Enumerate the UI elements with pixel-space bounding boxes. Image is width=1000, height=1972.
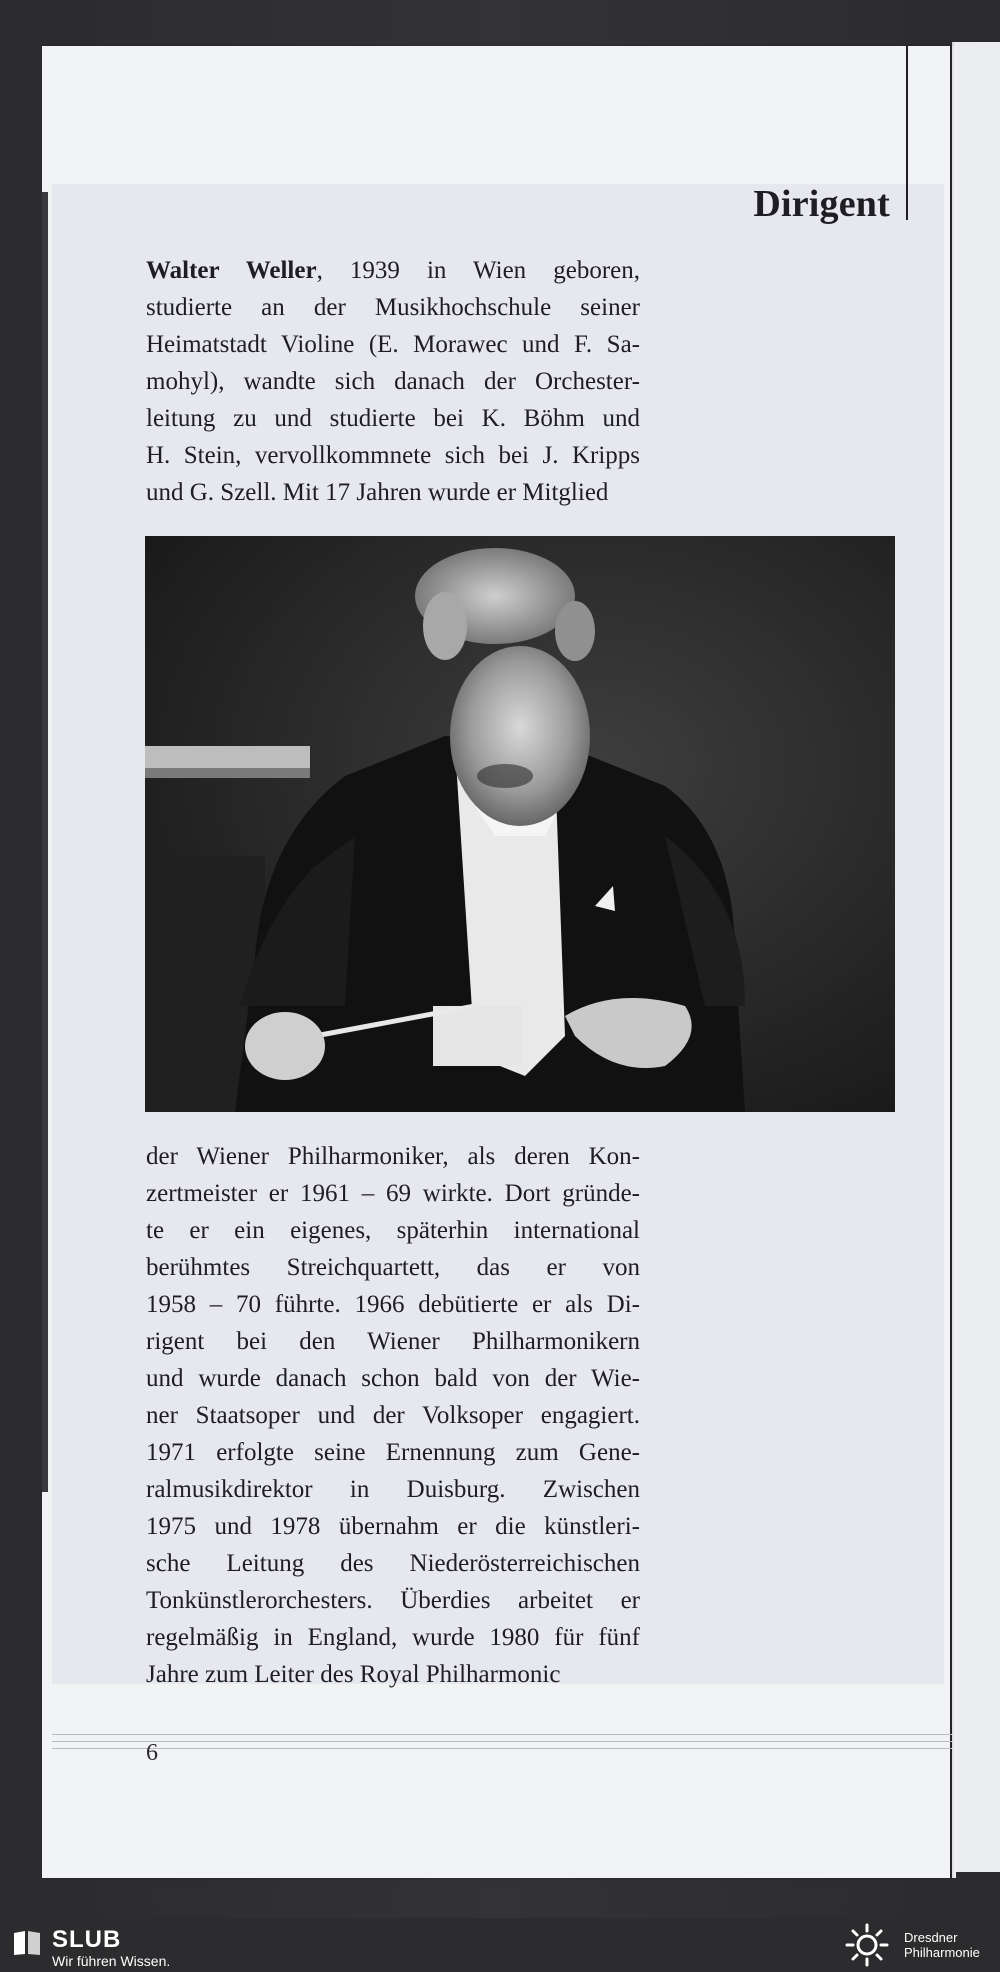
text-line: ner Staatsoper und der Volksoper engagiert. <box>146 1402 640 1429</box>
decorative-rule-lines <box>52 1734 952 1760</box>
library-name[interactable]: SLUB <box>52 1926 122 1953</box>
partner-name[interactable]: Dresdner Philharmonie <box>904 1930 980 1960</box>
text-line: mohyl), wandte sich danach der Orchester- <box>146 368 640 395</box>
text-line: rigent bei den Wiener Philharmonikern <box>146 1328 640 1355</box>
text-line: ralmusikdirektor in Duisburg. Zwischen <box>146 1476 640 1503</box>
text-line: 1975 und 1978 übernahm er die künstleri- <box>146 1513 640 1540</box>
text-line: zertmeister er 1961 – 69 wirkte. Dort gründe- <box>146 1180 640 1207</box>
text-line: te er ein eigenes, späterhin international <box>146 1217 640 1244</box>
open-book-icon[interactable] <box>12 1930 42 1956</box>
text-line: berühmtes Streichquartett, das er von <box>146 1254 640 1281</box>
text-line: leitung zu und studierte bei K. Böhm und <box>146 405 640 432</box>
page-edge <box>952 46 956 1878</box>
text-line: der Wiener Philharmoniker, als deren Kon- <box>146 1143 640 1170</box>
text-line: regelmäßig in England, wurde 1980 für fünf <box>146 1624 640 1651</box>
text-line: und wurde danach schon bald von der Wie- <box>146 1365 640 1392</box>
text-line: 1971 erfolgte seine Ernennung zum Gene- <box>146 1439 640 1466</box>
text-line: 1958 – 70 führte. 1966 debütierte er als Di- <box>146 1291 640 1318</box>
biography-text-bottom <box>146 1138 640 1693</box>
page-number: 6 <box>146 1740 158 1766</box>
sunburst-logo-icon[interactable] <box>842 1922 892 1968</box>
text-line: und G. Szell. Mit 17 Jahren wurde er Mitglied <box>146 479 609 506</box>
library-slogan: Wir führen Wissen. <box>52 1953 171 1969</box>
text-line: Heimatstadt Violine (E. Morawec und F. Sa- <box>146 331 640 358</box>
text-line: Tonkünstlerorchesters. Überdies arbeitet er <box>146 1587 640 1614</box>
brochure-page <box>42 46 950 1878</box>
conductor-photo <box>145 536 895 1112</box>
text-line: studierte an der Musikhochschule seiner <box>146 294 640 321</box>
text-line: Jahre zum Leiter des Royal Philharmonic <box>146 1661 561 1688</box>
page-heading: Dirigent <box>753 183 890 225</box>
binding-shadow <box>42 192 48 1492</box>
next-page-edge <box>952 42 1000 1872</box>
conductor-name: Walter Weller <box>146 257 317 284</box>
text-line: H. Stein, vervollkommnete sich bei J. Kripps <box>146 442 640 469</box>
viewer-footer <box>0 1918 1000 1972</box>
conductor-photo-illustration <box>145 536 895 1112</box>
corner-rule <box>906 46 908 220</box>
biography-text-top <box>146 252 640 511</box>
text-line: Walter Weller, 1939 in Wien geboren, <box>146 257 640 284</box>
text-line: sche Leitung des Niederösterreichischen <box>146 1550 640 1577</box>
